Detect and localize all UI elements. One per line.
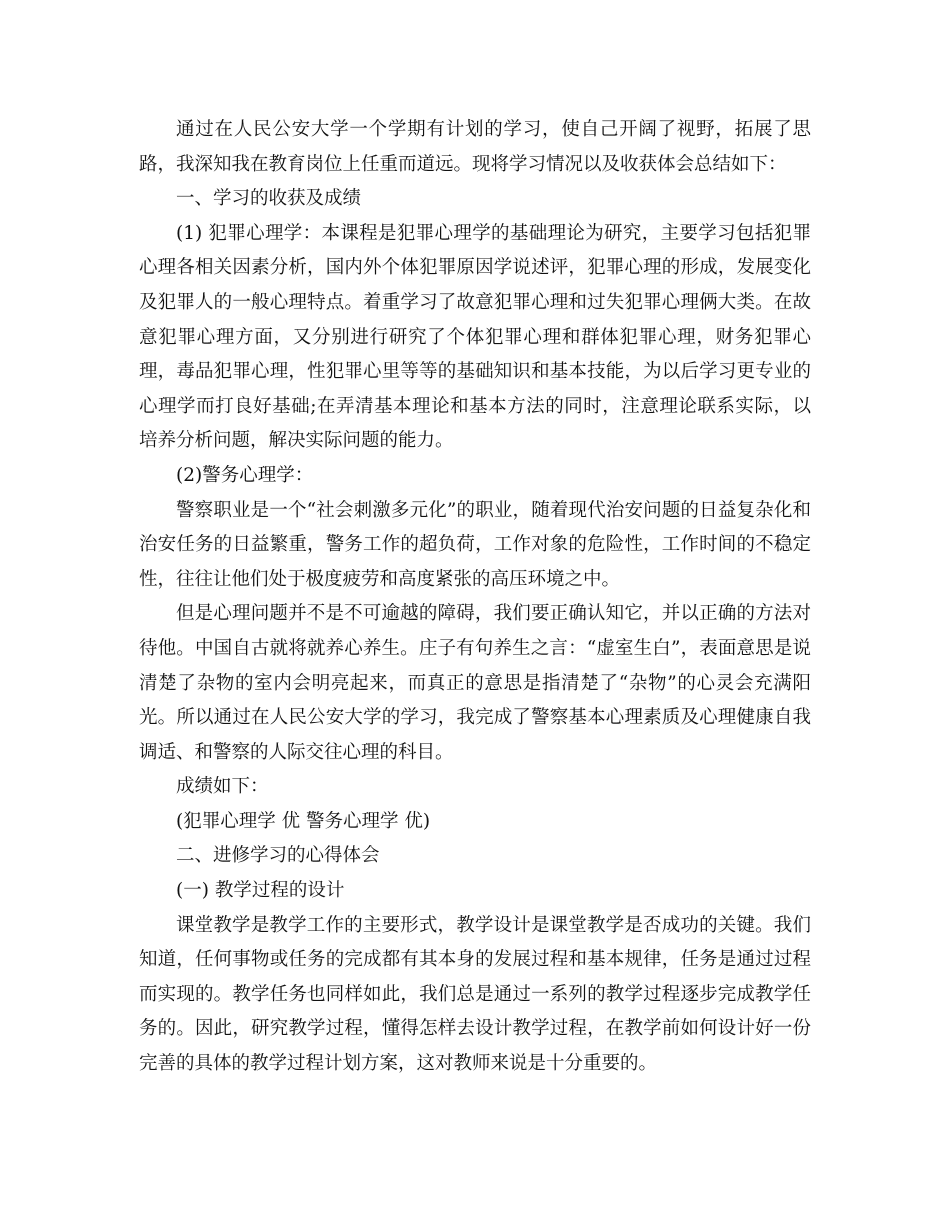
heading-teaching-design: (一) 教学过程的设计 [176, 880, 345, 902]
document-body [139, 113, 811, 1082]
paragraph-criminal-psychology: (1) 犯罪心理学：本课程是犯罪心理学的基础理论为研究，主要学习包括犯罪心理各相关因素分析，国内外个体犯罪原因学说述评，犯罪心理的形成，发展变化及犯罪人的一般心理特点。着重学习了故意犯罪心理和过失犯罪心理俩大类。在故意犯罪心理方面，又分别进行研究了个体犯罪心理和群体犯罪心理，财务犯罪心理，毒品犯罪心理，性犯罪心里等等的基础知识和基本技能，为以后学习更专业的心理学而打良好基础;在弄清基本理论和基本方法的同时，注意理论联系实际，以培养分析问题，解决实际问题的能力。 [139, 222, 811, 452]
paragraph-psychological-issues: 但是心理问题并不是不可逾越的障碍，我们要正确认知它，并以正确的方法对待他。中国自古就将就养心养生。庄子有句养生之言：“虚室生白”，表面意思是说清楚了杂物的室内会明亮起来，而真正的意思是指清楚了“杂物”的心灵会充满阳光。所以通过在人民公安大学的学习，我完成了警察基本心理素质及心理健康自我调适、和警察的人际交往心理的科目。 [139, 603, 811, 763]
heading-section-1: 一、学习的收获及成绩 [176, 188, 362, 210]
paragraph-results-label: 成绩如下： [176, 776, 269, 798]
paragraph-intro: 通过在人民公安大学一个学期有计划的学习，使自己开阔了视野，拓展了思路，我深知我在教育岗位上任重而道远。现将学习情况以及收获体会总结如下： [139, 119, 811, 175]
heading-section-2: 二、进修学习的心得体会 [176, 845, 380, 867]
paragraph-teaching-design: 课堂教学是教学工作的主要形式，教学设计是课堂教学是否成功的关键。我们知道，任何事物或任务的完成都有其本身的发展过程和基本规律，任务是通过过程而实现的。教学任务也同样如此，我们总是通过一系列的教学过程逐步完成教学任务的。因此，研究教学过程，懂得怎样去设计教学过程，在教学前如何设计好一份完善的具体的教学过程计划方案，这对教师来说是十分重要的。 [139, 914, 811, 1075]
paragraph-police-profession: 警察职业是一个“社会刺激多元化”的职业，随着现代治安问题的日益复杂化和治安任务的日益繁重，警务工作的超负荷，工作对象的危险性，工作时间的不稳定性，往往让他们处于极度疲劳和高度紧张的高压环境之中。 [139, 499, 811, 590]
paragraph-results: (犯罪心理学 优 警务心理学 优) [176, 810, 431, 832]
heading-police-psychology: (2)警务心理学： [176, 464, 314, 486]
